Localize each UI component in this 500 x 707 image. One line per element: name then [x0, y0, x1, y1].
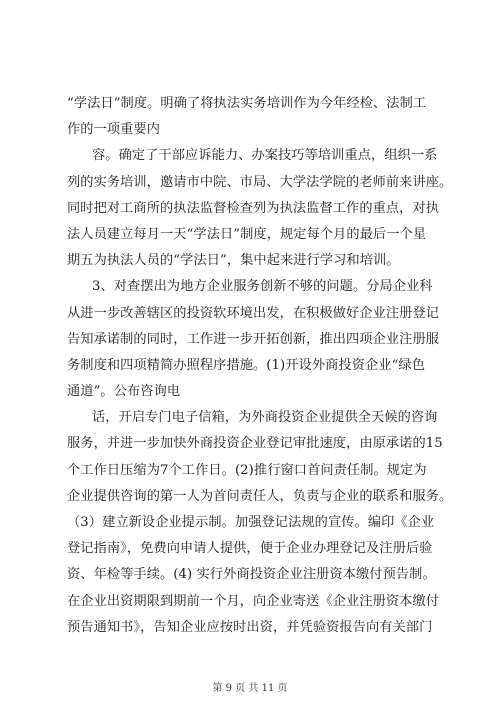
- text-line: 同时把对工商所的执法监督检查列为执法监督工作的重点，对执: [67, 200, 440, 216]
- text-line: 法人员建立每月一天“学法日”制度，规定每个月的最后一个星: [67, 226, 427, 242]
- page-footer: [0, 679, 500, 694]
- text-line: “学法日”制度。明确了将执法实务培训作为今年经检、法制工: [67, 96, 427, 111]
- text-line: 企业提供咨询的第一人为首问责任人，负责与企业的联系和服务。: [67, 488, 453, 504]
- text-line: 预告通知书》，告知企业应按时出资，并凭验资报告向有关部门: [67, 619, 433, 635]
- text-line: 告知承诺制的同时，工作进一步开拓创新，推出四项企业注册服: [67, 331, 440, 347]
- document-body: [67, 91, 453, 641]
- text-line: 容。确定了干部应诉能力、办案技巧等培训重点，组织一系: [92, 148, 438, 164]
- text-line: 3、对查摆出为地方企业服务创新不够的问题。分局企业科: [92, 279, 433, 295]
- page-number: 第 9 页 共 11 页: [212, 683, 288, 694]
- text-line: （3）建立新设企业提示制。加强登记法规的宣传。编印《企业: [67, 515, 435, 530]
- text-line: 话，开启专门电子信箱，为外商投资企业提供全天候的咨询: [92, 410, 438, 426]
- text-line: 在企业出资期限到期前一个月，向企业寄送《企业注册资本缴付: [67, 593, 440, 609]
- text-line: 务制度和四项精简办照程序措施。(1)开设外商投资企业“绿色: [67, 357, 426, 373]
- text-line: 期五为执法人员的“学法日”，集中起来进行学习和培训。: [67, 253, 400, 269]
- text-line: 通道”。公布咨询电: [67, 384, 181, 400]
- text-line: 登记指南》，免费向申请人提供，便于企业办理登记及注册后验: [67, 541, 433, 557]
- text-line: 个工作日压缩为7个工作日。(2)推行窗口首问责任制。规定为: [67, 462, 427, 478]
- text-line: 服务，并进一步加快外商投资企业登记审批速度，由原承诺的15: [67, 436, 443, 452]
- text-line: 从进一步改善辖区的投资软环境出发，在积极做好企业注册登记: [67, 305, 440, 321]
- text-line: 作的一项重要内: [67, 122, 161, 138]
- text-line: 资、年检等手续。(4) 实行外商投资企业注册资本缴付预告制。: [67, 567, 436, 583]
- text-line: 列的实务培训，邀请市中院、市局、大学法学院的老师前来讲座。: [67, 174, 453, 190]
